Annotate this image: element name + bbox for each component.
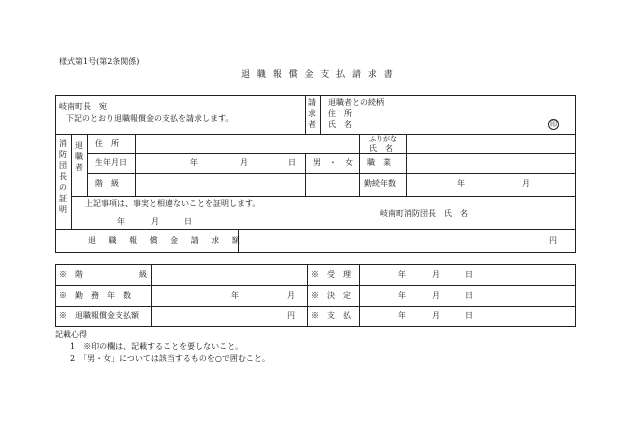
- decided-label: ※ 決 定: [311, 291, 351, 300]
- decided-day-unit: 日: [465, 291, 473, 300]
- fire-chief-name-label: 岐南町消防団長 氏 名: [380, 209, 468, 218]
- birth-month-unit: 月: [240, 158, 248, 167]
- addressee: 岐南町長 宛: [59, 102, 107, 111]
- form-number: 様式第1号(第2条関係): [59, 57, 140, 66]
- certification-day-unit: 日: [184, 217, 192, 226]
- service-years-label: 勤続年数: [364, 179, 396, 188]
- received-year-unit: 年: [398, 270, 406, 279]
- claimant-label: 請 求 者: [308, 98, 316, 129]
- paid-day-unit: 日: [465, 311, 473, 320]
- note-item: 2 「男・女」については該当するものを○で囲むこと。: [70, 354, 270, 363]
- retiree-address-label: 住 所: [95, 139, 119, 148]
- certification-year-unit: 年: [117, 217, 125, 226]
- notes-heading: 記載心得: [55, 330, 87, 339]
- certification-statement: 上記事項は、事実と相違ないことを証明します。: [85, 199, 261, 208]
- service-months-unit: 月: [522, 179, 530, 188]
- payment-amount-unit: 円: [287, 311, 295, 320]
- received-label: ※ 受 理: [311, 270, 351, 279]
- birth-year-unit: 年: [190, 158, 198, 167]
- fire-chief-certification-label: 消 防 団 長 の 証 明: [59, 139, 67, 214]
- birth-date-label: 生年月日: [95, 158, 127, 167]
- seal-mark: 印: [550, 120, 557, 128]
- retiree-name-label: 氏 名: [369, 144, 393, 153]
- relation-label: 退職者との続柄: [328, 98, 384, 107]
- rank-label: 階 級: [95, 179, 119, 188]
- office-rank-label: ※ 階 級: [59, 270, 147, 279]
- paid-month-unit: 月: [432, 311, 440, 320]
- paid-label: ※ 支 払: [311, 311, 351, 320]
- occupation-label: 職 業: [367, 158, 391, 167]
- form-title: 退 職 報 償 金 支 払 請 求 書: [241, 70, 395, 80]
- claimant-address-label: 住 所: [328, 109, 352, 118]
- decided-year-unit: 年: [398, 291, 406, 300]
- note-item: 1 ※印の欄は、記載することを要しないこと。: [70, 342, 244, 351]
- received-day-unit: 日: [465, 270, 473, 279]
- office-years-unit: 年: [231, 291, 239, 300]
- claimant-name-label: 氏 名: [328, 120, 352, 129]
- office-years-label: ※ 勤 務 年 数: [59, 291, 131, 300]
- certification-month-unit: 月: [151, 217, 159, 226]
- claim-amount-label: 退 職 報 償 金 請 求 額: [88, 236, 245, 245]
- paid-year-unit: 年: [398, 311, 406, 320]
- birth-day-unit: 日: [288, 158, 296, 167]
- furigana-label: ふりがな: [369, 135, 397, 143]
- decided-month-unit: 月: [432, 291, 440, 300]
- office-months-unit: 月: [287, 291, 295, 300]
- gender-selection: 男 ・ 女: [313, 158, 353, 167]
- retiree-label: 退 職 者: [75, 141, 83, 172]
- received-month-unit: 月: [432, 270, 440, 279]
- service-years-unit: 年: [457, 179, 465, 188]
- claim-amount-unit: 円: [549, 236, 557, 245]
- request-statement: 下記のとおり退職報償金の支払を請求します。: [66, 114, 234, 123]
- payment-amount-label: ※ 退職報償金支払額: [59, 311, 139, 320]
